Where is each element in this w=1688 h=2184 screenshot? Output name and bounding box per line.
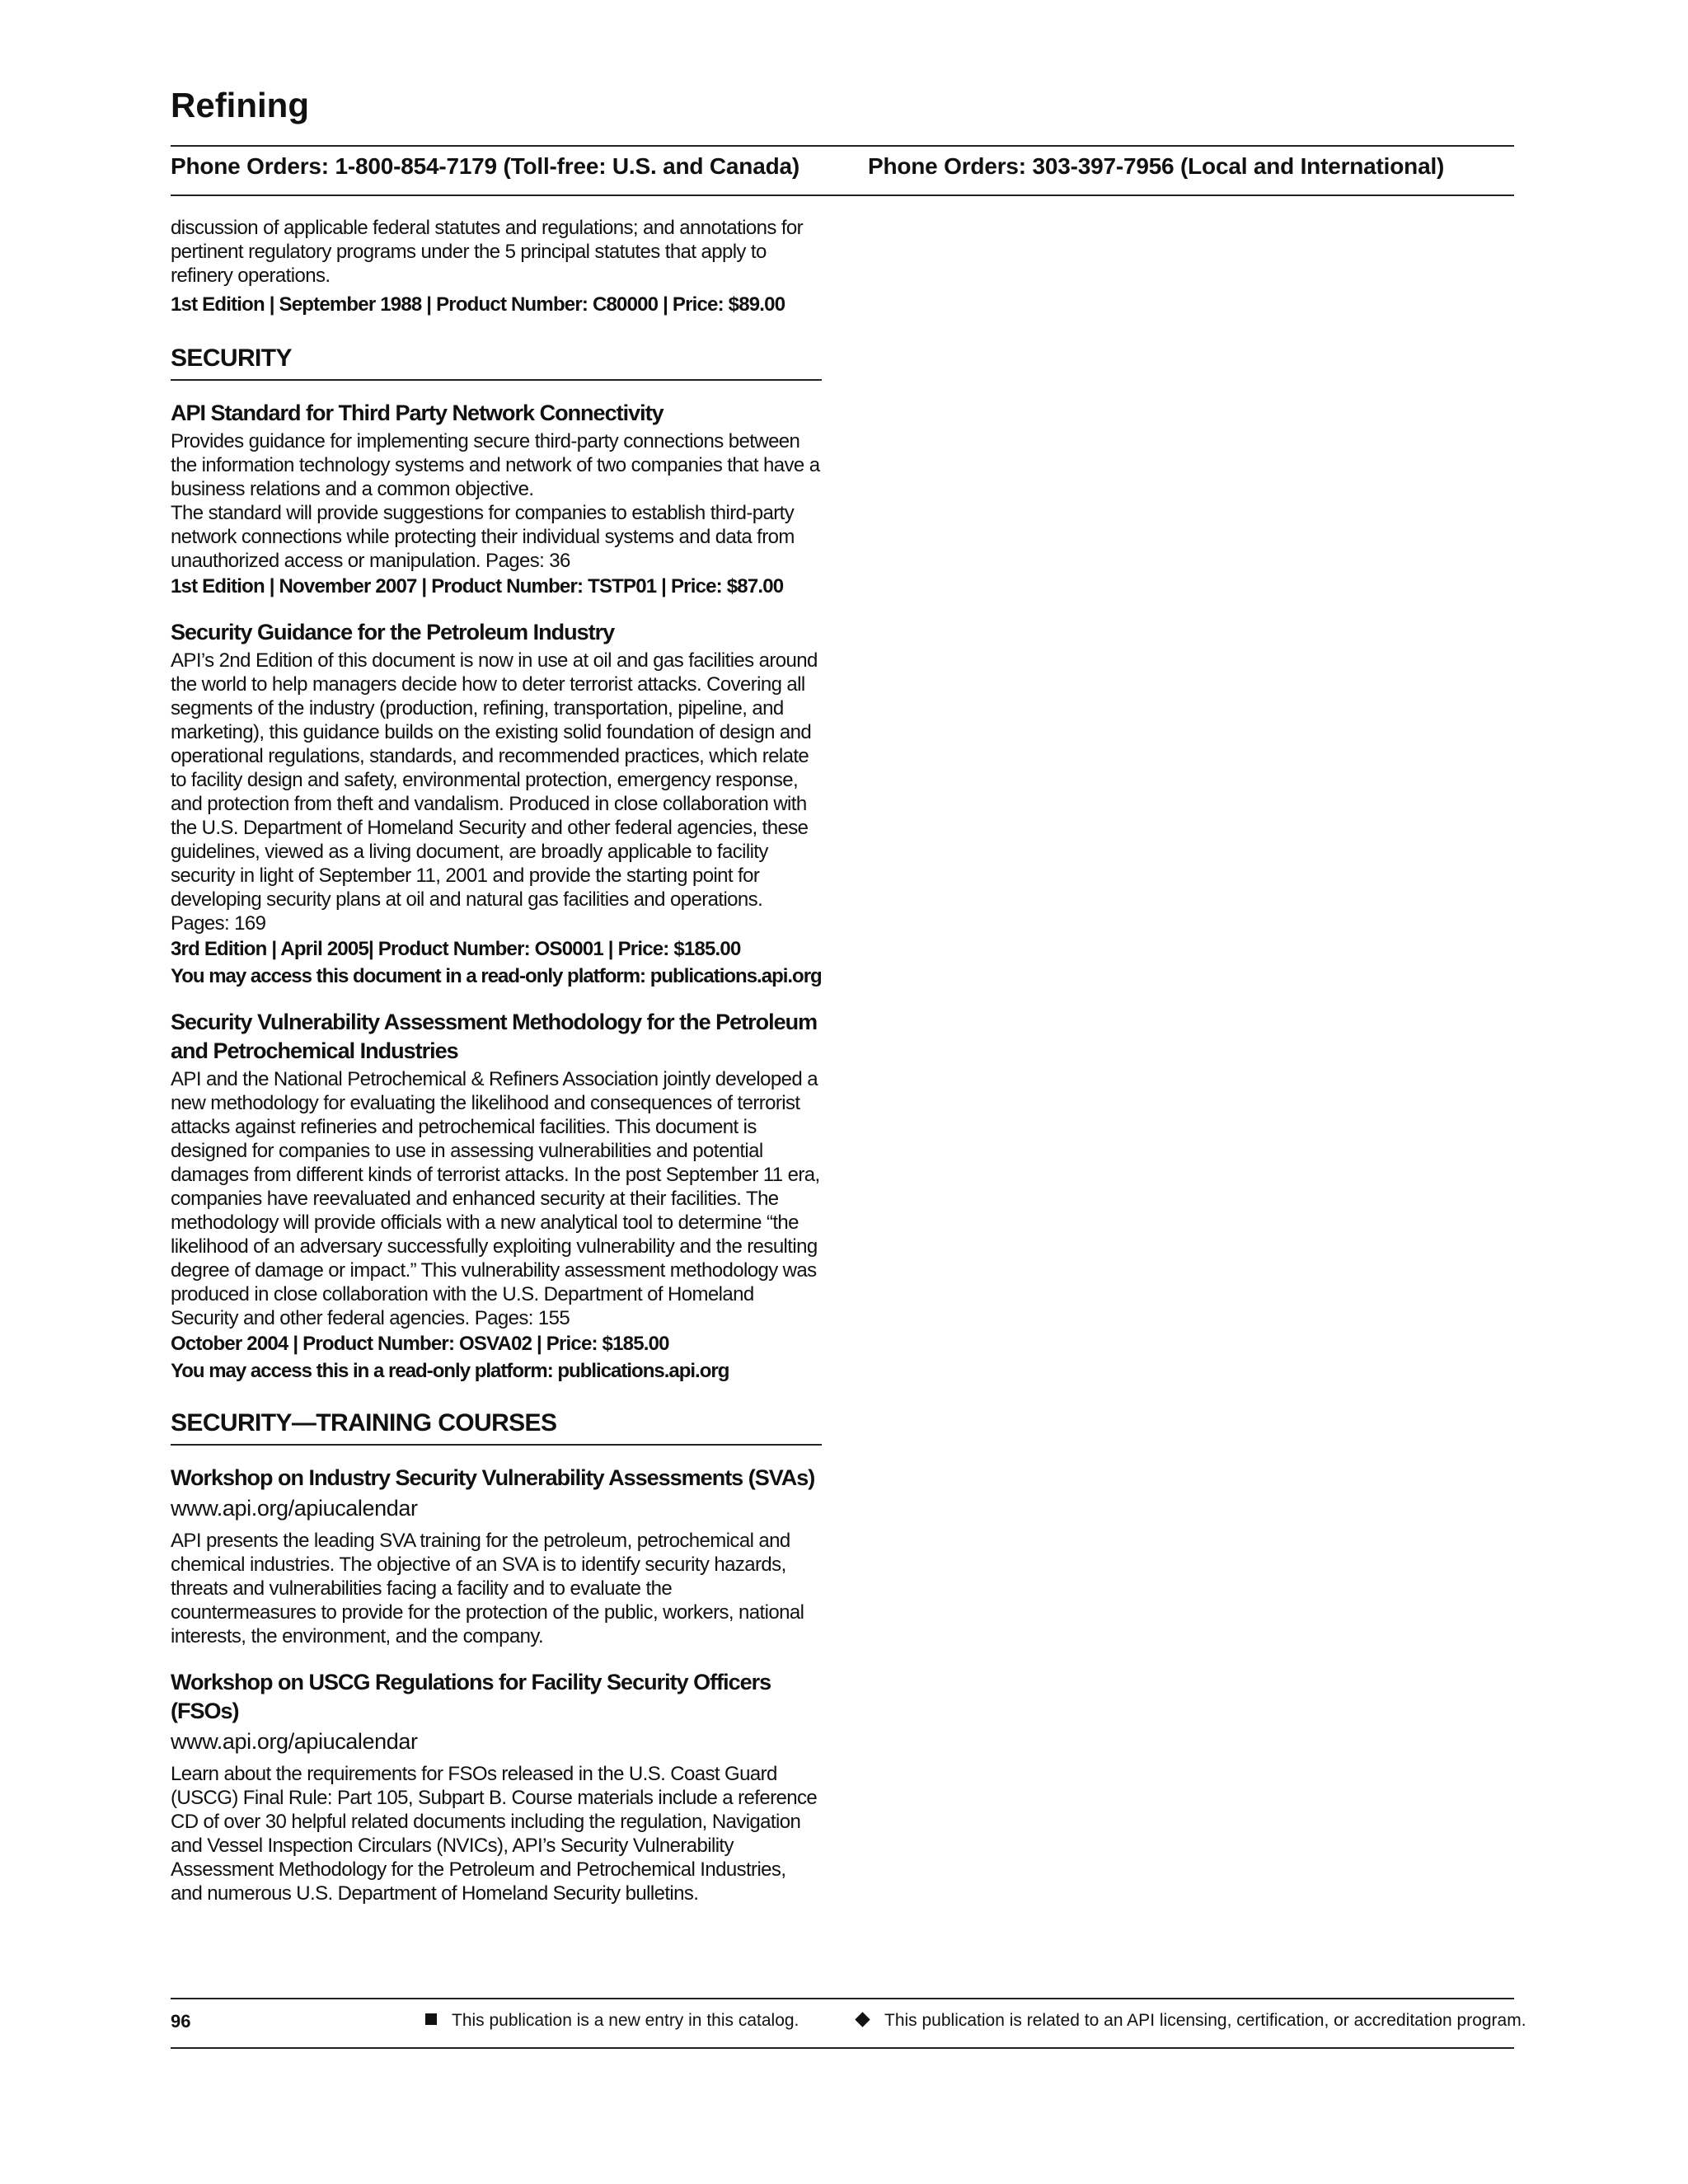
intro-text: discussion of applicable federal statutes and regulations; and annotations for pertinent regulatory programs under the 5 principal statutes that apply to refinery operations. xyxy=(171,217,804,287)
intro-entry xyxy=(171,216,822,316)
entry-description: API and the National Petrochemical & Refiners Association jointly developed a new methodology for evaluating the likelihood and consequences of terrorist attacks against refineries and petrochemical facilities. This document is designed for companies to use in assessing vulnerabilities and potential damages from different kinds of terrorist attacks. In the post September 11 era, companies have reevaluated and enhanced security at their facilities. The methodology will provide officials with a new analytical tool to determine “the likelihood of an adversary successfully exploiting vulnerability and the resulting degree of damage or impact.” This vulnerability assessment methodology was produced in close collaboration with the U.S. Department of Homeland Security and other federal agencies. Pages: 155 xyxy=(171,1068,820,1329)
publication-entry xyxy=(171,618,822,988)
entry-description: The standard will provide suggestions for companies to establish third-party network connections while protecting their individual systems and data from unauthorized access or manipulation. Pages: 36 xyxy=(171,502,795,572)
entry-title: Security Vulnerability Assessment Methodology for the Petroleum and Petrochemical Industries xyxy=(171,1010,818,1063)
square-icon xyxy=(425,2013,437,2025)
entry-access-note: You may access this in a read-only platform: publications.api.org xyxy=(171,1360,729,1382)
new-entry-note: This publication is a new entry in this catalog. xyxy=(452,2011,799,2030)
entry-title: Workshop on USCG Regulations for Facility Security Officers (FSOs) xyxy=(171,1670,771,1723)
course-calendar-link[interactable]: www.api.org/apiucalendar xyxy=(171,1729,418,1754)
footer-top-rule xyxy=(171,1998,1514,1999)
entry-access-note: You may access this document in a read-only platform: publications.api.org xyxy=(171,965,822,987)
course-entry xyxy=(171,1668,822,1905)
course-calendar-link[interactable]: www.api.org/apiucalendar xyxy=(171,1496,418,1521)
phone-orders-tollfree: Phone Orders: 1-800-854-7179 (Toll-free: U.S. and Canada) xyxy=(171,153,799,179)
licensing-note: This publication is related to an API licensing, certification, or accreditation program. xyxy=(884,2011,1526,2030)
entry-title: Workshop on Industry Security Vulnerability Assessments (SVAs) xyxy=(171,1465,815,1490)
intro-meta: 1st Edition | September 1988 | Product Number: C80000 | Price: $89.00 xyxy=(171,293,785,316)
header-bottom-rule xyxy=(171,194,1514,196)
phone-orders-local: Phone Orders: 303-397-7956 (Local and International) xyxy=(868,153,1445,179)
footer-licensing-legend xyxy=(857,2011,1526,2031)
course-entry xyxy=(171,1464,822,1648)
footer-bottom-rule xyxy=(171,2047,1514,2049)
page-title: Refining xyxy=(171,86,309,124)
section-heading-security: SECURITY xyxy=(171,344,822,381)
diamond-icon xyxy=(855,2012,870,2027)
training-section xyxy=(171,1409,822,1905)
entry-description: Learn about the requirements for FSOs released in the U.S. Coast Guard (USCG) Final Rule: Part 105, Subpart B. Course materials include a reference CD of over 30 helpful related documents including the regulation, Navigation and Vessel Inspection Circulars (NVICs), API’s Security Vulnerability Assessment Methodology for the Petroleum and Petrochemical Industries, and numerous U.S. Department of Homeland Security bulletins. xyxy=(171,1763,818,1905)
security-section xyxy=(171,344,822,1383)
entry-title: Security Guidance for the Petroleum Industry xyxy=(171,620,615,644)
entry-meta: October 2004 | Product Number: OSVA02 | Price: $185.00 xyxy=(171,1333,669,1355)
entry-meta: 1st Edition | November 2007 | Product Number: TSTP01 | Price: $87.00 xyxy=(171,575,784,598)
entry-description: Provides guidance for implementing secure third-party connections between the information technology systems and network of two companies that have a business relations and a common objective. xyxy=(171,430,820,500)
publication-entry xyxy=(171,399,822,598)
publication-entry xyxy=(171,1008,822,1383)
page-number: 96 xyxy=(171,2011,191,2032)
footer-new-entry-legend xyxy=(425,2011,799,2031)
entry-description: API presents the leading SVA training for the petroleum, petrochemical and chemical industries. The objective of an SVA is to identify security hazards, threats and vulnerabilities facing a facility and to evaluate the countermeasures to provide for the protection of the public, workers, national interests, the environment, and the company. xyxy=(171,1530,804,1647)
entry-title: API Standard for Third Party Network Connectivity xyxy=(171,401,663,425)
entry-meta: 3rd Edition | April 2005| Product Number: OS0001 | Price: $185.00 xyxy=(171,938,741,960)
section-heading-training: SECURITY—TRAINING COURSES xyxy=(171,1409,822,1446)
header-top-rule xyxy=(171,145,1514,147)
entry-description: API’s 2nd Edition of this document is now in use at oil and gas facilities around the world to help managers decide how to deter terrorist attacks. Covering all segments of the industry (production, refining, transportation, pipeline, and marketing), this guidance builds on the existing solid foundation of design and operational regulations, standards, and recommended practices, which relate to facility design and safety, environmental protection, emergency response, and protection from theft and vandalism. Produced in close collaboration with the U.S. Department of Homeland Security and other federal agencies, these guidelines, viewed as a living document, are broadly applicable to facility security in light of September 11, 2001 and provide the starting point for developing security plans at oil and natural gas facilities and operations. Pages: 169 xyxy=(171,649,818,935)
left-column xyxy=(171,216,822,1905)
